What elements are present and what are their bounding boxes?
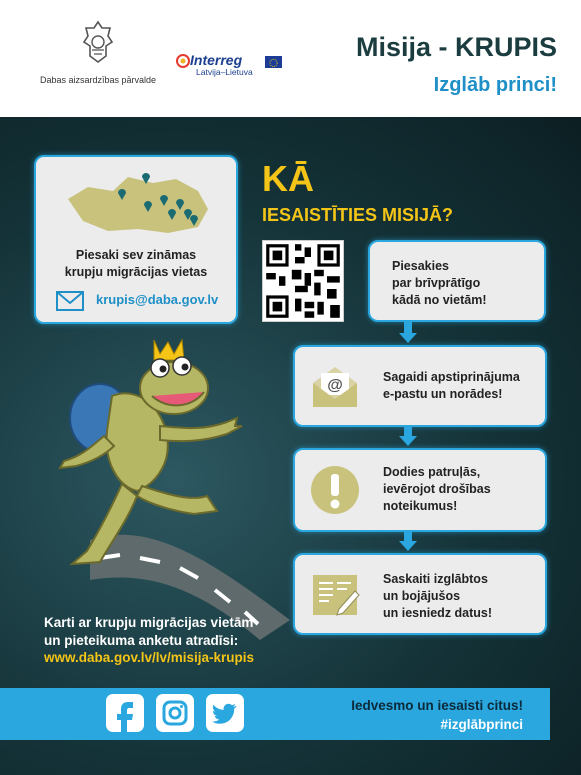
org-name: Dabas aizsardzības pārvalde: [39, 75, 157, 85]
form-icon: [309, 569, 361, 621]
coat-of-arms-icon: [78, 20, 118, 66]
map-card-line1: Piesaki sev zināmas: [75, 248, 197, 262]
step-2-line2: e-pastu un norādes!: [383, 387, 503, 401]
mail-icon: [56, 291, 84, 311]
step-1-line3: kādā no vietām!: [392, 293, 487, 307]
arrow-down-icon: [399, 436, 417, 446]
step-3-line2: ievērojot drošības: [383, 482, 491, 496]
step-card-4: [293, 553, 547, 635]
question-heading: KĀ: [262, 158, 314, 199]
arrow-stem: [404, 320, 412, 334]
band-text: [351, 696, 523, 734]
bottom-text: [44, 614, 253, 650]
hashtag[interactable]: #izglābprinci: [440, 717, 523, 732]
map-icon: [58, 169, 218, 239]
map-card-text: [36, 247, 236, 281]
header: [0, 0, 581, 117]
step-card-1: [368, 240, 546, 322]
arrow-down-icon: [399, 333, 417, 343]
question-subheading: IESAISTĪTIES MISIJĀ?: [262, 205, 454, 225]
email-link[interactable]: krupis@daba.gov.lv: [96, 292, 219, 307]
instagram-icon[interactable]: [156, 694, 194, 732]
step-4-line3: un iesniedz datus!: [383, 606, 493, 620]
map-card-line2: krupju migrācijas vietas: [64, 265, 208, 279]
step-4-line1: Saskaiti izglābtos: [383, 572, 488, 586]
facebook-icon[interactable]: [106, 694, 144, 732]
map-card: [34, 155, 238, 324]
step-3-text: [383, 464, 491, 515]
eu-flag-icon: [265, 56, 282, 68]
step-card-3: [293, 448, 547, 532]
arrow-down-icon: [399, 541, 417, 551]
exclamation-icon: [309, 464, 361, 516]
email-envelope-icon: [309, 361, 361, 413]
interreg-sub: Latvija–Lietuva: [196, 67, 253, 77]
step-1-line1: Piesakies: [392, 259, 449, 273]
step-3-line1: Dodies patruļās,: [383, 465, 481, 479]
step-4-line2: un bojājušos: [383, 589, 461, 603]
interreg-logo: [176, 52, 286, 82]
daba-logo: [38, 20, 158, 85]
twitter-icon[interactable]: [206, 694, 244, 732]
band-line1: Iedvesmo un iesaisti citus!: [351, 698, 523, 713]
step-3-line3: noteikumus!: [383, 499, 458, 513]
frog-prince-illustration: [42, 336, 252, 586]
bottom-line2: un pieteikuma anketu atradīsi:: [44, 633, 239, 648]
bottom-line1: Karti ar krupju migrācijas vietām: [44, 615, 254, 630]
page-subtitle: Izglāb princi!: [433, 74, 557, 96]
step-2-line1: Sagaidi apstiprinājuma: [383, 370, 520, 384]
step-1-text: [392, 258, 486, 309]
step-4-text: [383, 571, 492, 622]
qr-code[interactable]: [262, 240, 344, 322]
website-link[interactable]: www.daba.gov.lv/lv/misija-krupis: [44, 650, 255, 665]
svg-text:@: @: [327, 377, 343, 394]
step-2-text: [383, 369, 520, 403]
interreg-name: Interreg: [190, 52, 243, 68]
page-title: Misija - KRUPIS: [355, 32, 557, 62]
step-1-line2: par brīvprātīgo: [392, 276, 481, 290]
interreg-mark-icon: [176, 54, 190, 68]
step-card-2: [293, 345, 547, 427]
